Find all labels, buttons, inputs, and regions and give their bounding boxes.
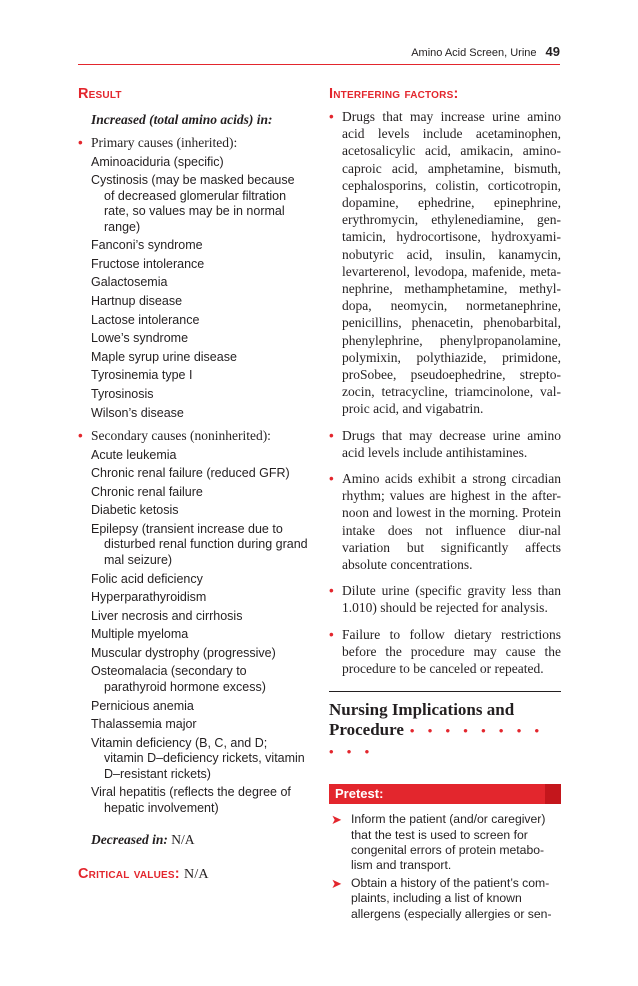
secondary-causes-label: • Secondary causes (noninherited): <box>78 428 271 444</box>
result-heading: Result <box>78 86 122 102</box>
arrow-icon: ➤ <box>331 876 342 892</box>
decreased-in: Decreased in: N/A <box>91 832 195 848</box>
arrow-icon: ➤ <box>331 812 342 828</box>
pretest-list <box>329 812 561 921</box>
list-item: Pernicious anemia <box>91 698 194 713</box>
dot-leader: • • • • • • • • • • • <box>329 723 545 760</box>
list-item: Folic acid deficiency <box>91 571 203 586</box>
running-head-title: Amino Acid Screen, Urine <box>411 47 537 59</box>
list-item: Lactose intolerance <box>91 312 200 327</box>
pretest-bar <box>329 784 561 804</box>
list-item: ➤ Inform the patient (and/or caregiver) that the test is used to screen for congenital errors of protein metabo-lism and transport. <box>331 812 546 872</box>
list-item: Multiple myeloma <box>91 627 189 642</box>
list-item: Hartnup disease <box>91 293 183 308</box>
list-item: Epilepsy (transient increase due to disturbed renal function during grand mal seizure) <box>91 521 308 567</box>
interfering-heading: Interfering factors: <box>329 86 459 102</box>
list-item: Acute leukemia <box>91 447 177 462</box>
pretest-tab <box>545 784 561 804</box>
list-item: Fructose intolerance <box>91 256 205 271</box>
interfering-list <box>329 108 561 677</box>
bullet-icon: • <box>329 109 334 124</box>
list-item: Cystinosis (may be masked because of decreased glomerular filtration rate, so values may be in normal range) <box>91 173 295 234</box>
list-item: Maple syrup urine disease <box>91 349 237 364</box>
running-head <box>411 44 560 59</box>
primary-causes-list <box>78 155 308 422</box>
list-item: Galactosemia <box>91 275 168 290</box>
list-item: • Dilute urine (specific gravity less than 1.010) should be rejected for analysis. <box>329 583 561 616</box>
nursing-title-line2: Procedure <box>329 720 404 740</box>
list-item: Chronic renal failure <box>91 484 203 499</box>
primary-causes-label: • Primary causes (inherited): <box>78 135 238 150</box>
bullet-icon: • <box>329 471 334 487</box>
list-item: ➤ Obtain a history of the patient’s com-plaints, including a list of known allergens (especially allergies or sen- <box>331 876 552 921</box>
secondary-causes-list <box>78 448 308 817</box>
list-item: Chronic renal failure (reduced GFR) <box>91 466 290 481</box>
list-item: Wilson’s disease <box>91 405 184 420</box>
list-item: Viral hepatitis (reflects the degree of hepatic involvement) <box>91 785 291 815</box>
list-item: Tyrosinosis <box>91 386 154 401</box>
list-item: • Drugs that may increase urine amino acid levels include acetaminophen, acetosalicylic acid, amikacin, amino-caproic acid, amphetamine, bismuth, cephalosporins, colistin, corticotropin, dopamine, ephedrine, epinephrine, erythromycin, ethylenediamine, gen-tamicin, hydrocortisone, hydroxyami-nobutyric acid, insulin, kanamycin, levarterenol, levodopa, mafenide, meta-nephrine, methamphetamine, methyl-dopa, neomycin, normetanephrine, penicillins, phenacetin, phenobarbital, phenylephrine, phenylpropanolamine, polymixin, polythiazide, primidone, proSobee, pseudoephedrine, strepto-zocin, tetracycline, triamcinolone, val-proic acid, and vigabatrin. <box>329 109 561 417</box>
list-item: Muscular dystrophy (progressive) <box>91 645 276 660</box>
bullet-icon: • <box>329 626 334 642</box>
list-item: Osteomalacia (secondary to parathyroid hormone excess) <box>91 664 266 694</box>
nursing-heading <box>329 700 561 762</box>
list-item: Diabetic ketosis <box>91 503 179 518</box>
header-rule <box>78 64 560 65</box>
list-item: Lowe’s syndrome <box>91 331 189 346</box>
page-number: 49 <box>545 44 560 59</box>
critical-values-heading: Critical values: N/A <box>78 866 209 883</box>
nursing-title-line1: Nursing Implications and <box>329 700 515 720</box>
list-item: • Failure to follow dietary restrictions before the procedure may cause the procedure to be canceled or repeated. <box>329 626 561 677</box>
left-column <box>78 86 308 893</box>
list-item: Liver necrosis and cirrhosis <box>91 608 243 623</box>
list-item: Thalassemia major <box>91 717 197 732</box>
list-item: Hyperparathyroidism <box>91 590 207 605</box>
pretest-label: Pretest: <box>335 786 384 802</box>
list-item: • Amino acids exhibit a strong circadian rhythm; values are highest in the after-noon and lowest in the morning. Protein intake does not influence diur-nal variation but significantly affects absolute concentrations. <box>329 471 561 573</box>
decreased-value: N/A <box>171 832 195 848</box>
bullet-icon: • <box>78 428 83 444</box>
list-item: Vitamin deficiency (B, C, and D; vitamin D–deficiency rickets, vitamin D–resistant rickets) <box>91 735 305 781</box>
bullet-icon: • <box>329 583 334 599</box>
right-column <box>329 86 561 925</box>
bullet-icon: • <box>329 427 334 443</box>
bullet-icon: • <box>78 135 83 150</box>
list-item: Aminoaciduria (specific) <box>91 154 224 169</box>
critical-values-value: N/A <box>184 867 209 883</box>
list-item: Tyrosinemia type I <box>91 368 193 383</box>
list-item: • Drugs that may decrease urine amino acid levels include antihistamines. <box>329 427 561 460</box>
list-item: Fanconi’s syndrome <box>91 238 203 253</box>
nursing-rule <box>329 691 561 692</box>
increased-label: Increased (total amino acids) in: <box>91 112 273 127</box>
